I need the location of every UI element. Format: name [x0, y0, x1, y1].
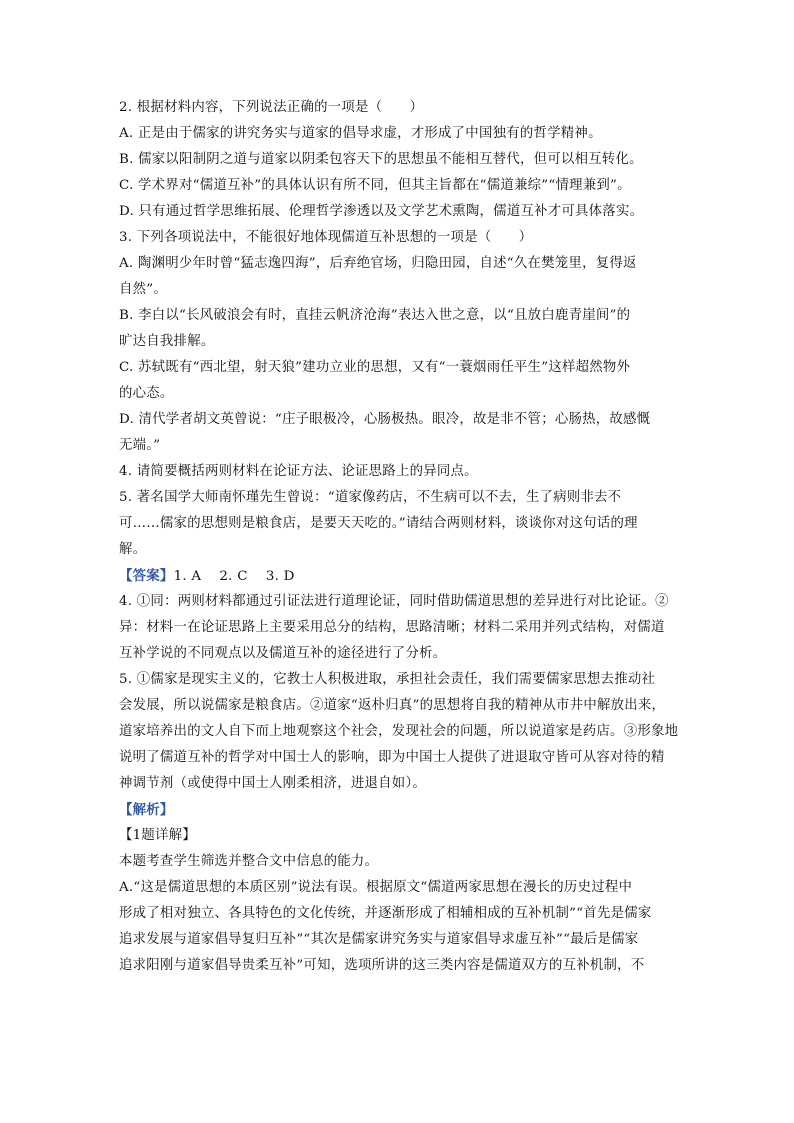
question-2-option-c: C. 学术界对“儒道互补”的具体认识有所不同，但其主旨都在“儒道兼综”“情理兼到”。 [119, 178, 631, 193]
question-3-option-a-line1: A. 陶渊明少年时曾“猛志逸四海”，后弃绝官场，归隐田园，自述“久在樊笼里，复得返 [119, 256, 637, 271]
answer-5-line2: 会发展，所以说儒家是粮食店。②道家“返朴归真”的思想将自我的精神从市井中解放出来， [119, 698, 666, 713]
question-3-stem: 3. 下列各项说法中，不能很好地体现儒道互补思想的一项是（ ） [119, 230, 533, 245]
answer-label: 【答案】 [119, 568, 174, 584]
question-5-line3: 解。 [119, 542, 147, 557]
answer-choices-line [119, 563, 681, 589]
analysis-q1-line3: 追求发展与道家倡导复归互补”“其次是儒家讲究务实与道家倡导求虚互补”“最后是儒家 [119, 932, 639, 947]
answer-4-line1: 4. ①同：两则材料都通过引证法进行道理论证，同时借助儒道思想的差异进行对比论证。② [119, 594, 669, 609]
question-3-option-b-line2: 旷达自我排解。 [119, 334, 215, 349]
question-5-line1: 5. 著名国学大师南怀瑾先生曾说：“道家像药店，不生病可以不去，生了病则非去不 [119, 490, 622, 505]
answer-5-line4: 说明了儒道互补的哲学对中国士人的影响，即为中国士人提供了进退取守皆可从容对待的精 [119, 750, 665, 765]
question-5-line2: 可……儒家的思想则是粮食店，是要天天吃的。”请结合两则材料，谈谈你对这句话的理 [119, 516, 638, 531]
analysis-q1-intro: 本题考查学生筛选并整合文中信息的能力。 [119, 854, 379, 869]
question-2-option-b: B. 儒家以阳制阴之道与道家以阴柔包容天下的思想虽不能相互替代，但可以相互转化。 [119, 152, 643, 167]
question-2-stem: 2. 根据材料内容，下列说法正确的一项是（ ） [119, 100, 424, 115]
analysis-q1-line1: A.“这是儒道思想的本质区别”说法有误。根据原文“儒道两家思想在漫长的历史过程中 [119, 880, 633, 895]
answer-5-line5: 神调节剂（或使得中国士人刚柔相济，进退自如）。 [119, 776, 427, 791]
answer-5-line1: 5. ①儒家是现实主义的，它教士人积极进取，承担社会责任，我们需要儒家思想去推动社 [119, 672, 656, 687]
question-2-option-d: D. 只有通过哲学思维拓展、伦理哲学渗透以及文学艺术熏陶，儒道互补才可具体落实。 [119, 204, 644, 219]
document-body [119, 95, 681, 979]
answer-4-line2: 异：材料一在论证思路上主要采用总分的结构，思路清晰；材料二采用并列式结构，对儒道 [119, 620, 665, 635]
answer-5-line3: 道家培养出的文人自下而上地观察这个社会，发现社会的问题，所以说道家是药店。③形象地 [119, 724, 679, 739]
analysis-q1-heading: 【1题详解】 [119, 828, 196, 843]
question-4-stem: 4. 请简要概括两则材料在论证方法、论证思路上的异同点。 [119, 464, 478, 479]
question-3-option-c-line2: 的心态。 [119, 386, 174, 401]
answer-4-line3: 互补学说的不同观点以及儒道互补的途径进行了分析。 [119, 646, 447, 661]
question-3-option-a-line2: 自然”。 [119, 282, 168, 297]
question-3-option-d-line1: D. 清代学者胡文英曾说：“庄子眼极冷，心肠极热。眼冷，故是非不管；心肠热，故感慨 [119, 412, 651, 427]
analysis-label: 【解析】 [119, 802, 174, 818]
question-2-option-a: A. 正是由于儒家的讲究务实与道家的倡导求虚，才形成了中国独有的哲学精神。 [119, 126, 602, 141]
question-3-option-b-line1: B. 李白以“长风破浪会有时，直挂云帆济沧海”表达入世之意，以“且放白鹿青崖间”的 [119, 308, 631, 323]
question-3-option-c-line1: C. 苏轼既有“西北望，射天狼”建功立业的思想，又有“一蓑烟雨任平生”这样超然物外 [119, 360, 631, 375]
analysis-q1-line2: 形成了相对独立、各具特色的文化传统，并逐渐形成了相辅相成的互补机制”“首先是儒家 [119, 906, 652, 921]
answer-choices: 1. A 2. C 3. D [173, 569, 295, 584]
question-3-option-d-line2: 无端。” [119, 438, 161, 453]
analysis-q1-line4: 追求阳刚与道家倡导贵柔互补”可知，选项所讲的这三类内容是儒道双方的互补机制，不 [119, 958, 645, 973]
